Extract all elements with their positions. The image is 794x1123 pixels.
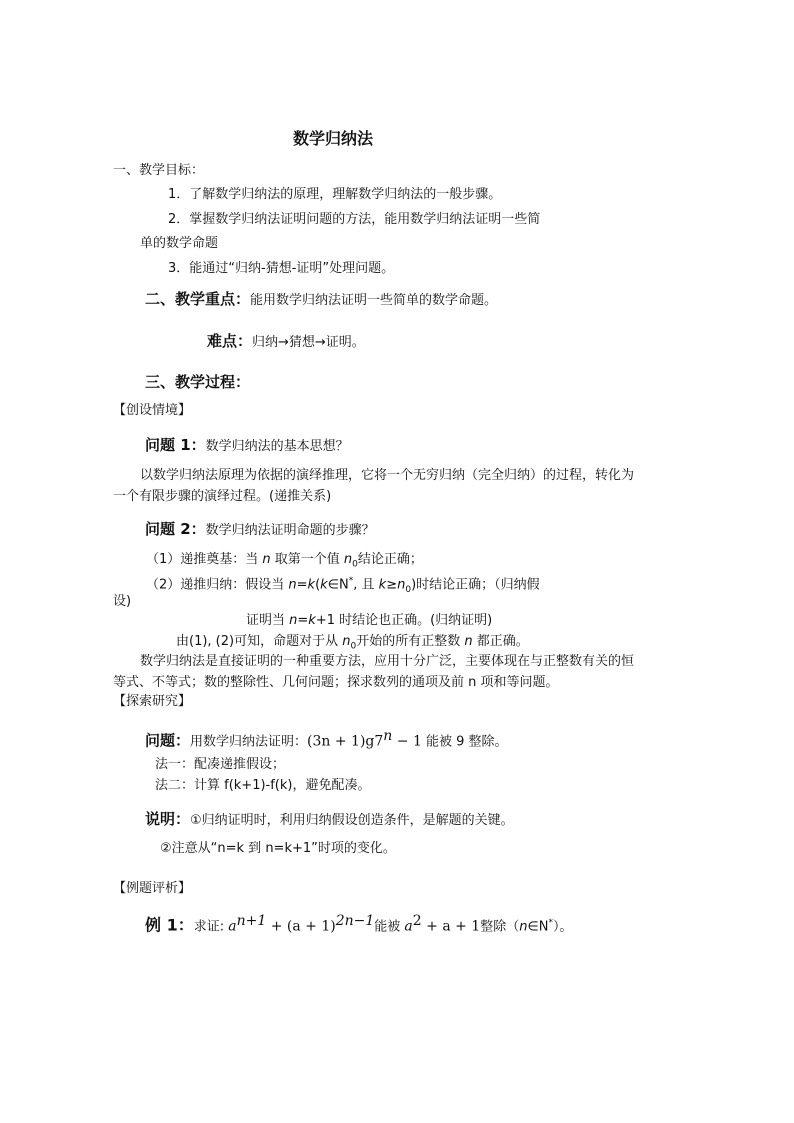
key-point-text: 能用数学归纳法证明一些简单的数学命题。 xyxy=(250,293,498,308)
example-1-text: ∈N xyxy=(527,919,549,935)
explore-formula-exp: n xyxy=(383,728,393,744)
question-1-text: 数学归纳法的基本思想？ xyxy=(205,439,349,454)
explore-formula-tail: − 1 xyxy=(392,733,422,750)
conclusion-n: n xyxy=(464,634,473,649)
step-2-wrap: 设) xyxy=(113,594,132,609)
example-1-term: + (a + 1) xyxy=(266,918,336,935)
note-1: ①归纳证明时，利用归纳假设创造条件，是解题的关键。 xyxy=(190,813,514,828)
explore-question-text: 能被 9 整除。 xyxy=(421,734,508,750)
conclusion-text: 开始的所有正整数 xyxy=(356,634,465,649)
question-1-label: 问题 1： xyxy=(145,436,206,454)
step-2-sub: 0 xyxy=(405,584,412,595)
step-2 xyxy=(146,572,540,599)
example-1-exp: n+1 xyxy=(236,913,267,929)
step-1-text: 结论正确； xyxy=(357,552,423,567)
step-1-n0: n xyxy=(343,552,353,567)
example-1-exp: 2 xyxy=(412,913,422,929)
goal-item: 1．了解数学归纳法的原理，理解数学归纳法的一般步骤。 xyxy=(168,187,502,202)
step-2-k: k xyxy=(320,577,328,593)
goal-item: 3．能通过“归纳-猜想-证明”处理问题。 xyxy=(168,261,395,276)
example-1-text: 整除（ xyxy=(480,919,520,935)
difficulty-text: 归纳→猜想→证明。 xyxy=(252,335,365,350)
answer-1-line-1: 以数学归纳法原理为依据的演绎推理，它将一个无穷归纳（完全归纳）的过程，转化为 xyxy=(140,468,635,483)
step-2-text: （2）递推归纳：假设当 xyxy=(146,577,289,593)
note xyxy=(145,810,514,830)
prove-text: 证明当 xyxy=(246,613,290,628)
prove-text: +1 时结论也正确。(归纳证明) xyxy=(315,613,493,628)
step-1-text: 取第一个值 xyxy=(270,552,344,567)
example-1 xyxy=(145,912,573,936)
goal-item: 2．掌握数学归纳法证明问题的方法，能用数学归纳法证明一些简 xyxy=(168,212,541,227)
conclusion-text: 都正确。 xyxy=(472,634,529,649)
step-2-text: )时结论正确；（归纳假 xyxy=(411,577,540,593)
key-point-label: 二、教学重点： xyxy=(145,290,251,308)
prove-var: n=k xyxy=(289,613,316,628)
question-2 xyxy=(145,520,375,540)
goal-item: 单的数学命题 xyxy=(140,236,219,251)
explore-question-text: 用数学归纳法证明： xyxy=(190,734,308,750)
method-1: 法一：配凑递推假设； xyxy=(155,757,286,772)
example-1-text: ）。 xyxy=(553,919,573,935)
step-1 xyxy=(146,551,423,574)
goals-heading: 一、教学目标： xyxy=(113,163,205,178)
explore-question xyxy=(145,727,508,751)
example-1-exp: 2n−1 xyxy=(335,913,375,929)
section-heading-example: 【例题评析】 xyxy=(113,881,192,896)
step-2-star: * xyxy=(348,576,354,586)
step-2-text: ( xyxy=(315,577,321,593)
step-2-var: n=k xyxy=(288,577,316,593)
conclusion-sub: 0 xyxy=(350,641,357,652)
section-heading-scenario: 【创设情境】 xyxy=(113,403,192,418)
example-1-label: 例 1： xyxy=(145,915,194,935)
step-2-ge: ≥ xyxy=(386,577,398,593)
example-1-text: 求证: xyxy=(193,919,229,935)
conclusion-n0: n xyxy=(342,634,351,649)
note-label: 说明： xyxy=(145,810,191,828)
note-2: ②注意从“n=k 到 n=k+1”时项的变化。 xyxy=(160,841,396,856)
step-2-text: , 且 xyxy=(353,577,379,593)
example-1-term: + a + 1 xyxy=(421,918,481,935)
explore-question-label: 问题： xyxy=(145,731,191,750)
question-1 xyxy=(145,436,349,456)
difficulty xyxy=(207,332,365,352)
explore-formula: (3n + 1)g7 xyxy=(307,733,384,750)
step-2-cond: k xyxy=(378,577,387,593)
example-1-text: 能被 xyxy=(374,919,405,935)
step-1-var: n xyxy=(262,552,271,567)
example-1-a2: a xyxy=(404,918,413,935)
importance-line-1: 数学归纳法是直接证明的一种重要方法，应用十分广泛，主要体现在与正整数有关的恒 xyxy=(140,654,635,669)
step-1-sub: 0 xyxy=(352,559,358,570)
section-heading-explore: 【探索研究】 xyxy=(113,694,192,709)
question-2-label: 问题 2： xyxy=(145,520,206,538)
importance-line-2: 等式、不等式；数的整除性、几何问题；探求数列的通项及前 n 项和等问题。 xyxy=(113,675,559,690)
conclusion-text: 由(1), (2)可知，命题对于从 xyxy=(176,634,343,649)
process-heading: 三、教学过程： xyxy=(145,373,251,391)
difficulty-label: 难点： xyxy=(207,332,253,350)
example-1-a: a xyxy=(228,918,237,935)
step-2-text: ∈N xyxy=(327,577,349,593)
question-2-text: 数学归纳法证明命题的步骤？ xyxy=(205,523,375,538)
step-2-n0: n xyxy=(397,577,406,593)
key-point xyxy=(145,290,497,310)
page-title: 数学归纳法 xyxy=(293,129,374,148)
example-1-n: n xyxy=(519,919,528,935)
step-1-text: （1）递推奠基：当 xyxy=(146,552,263,567)
example-1-star: * xyxy=(548,918,554,928)
method-2: 法二：计算 f(k+1)-f(k)，避免配凑。 xyxy=(155,778,371,793)
prove-step xyxy=(246,612,492,630)
answer-1-line-2: 一个有限步骤的演绎过程。(递推关系) xyxy=(113,489,332,504)
